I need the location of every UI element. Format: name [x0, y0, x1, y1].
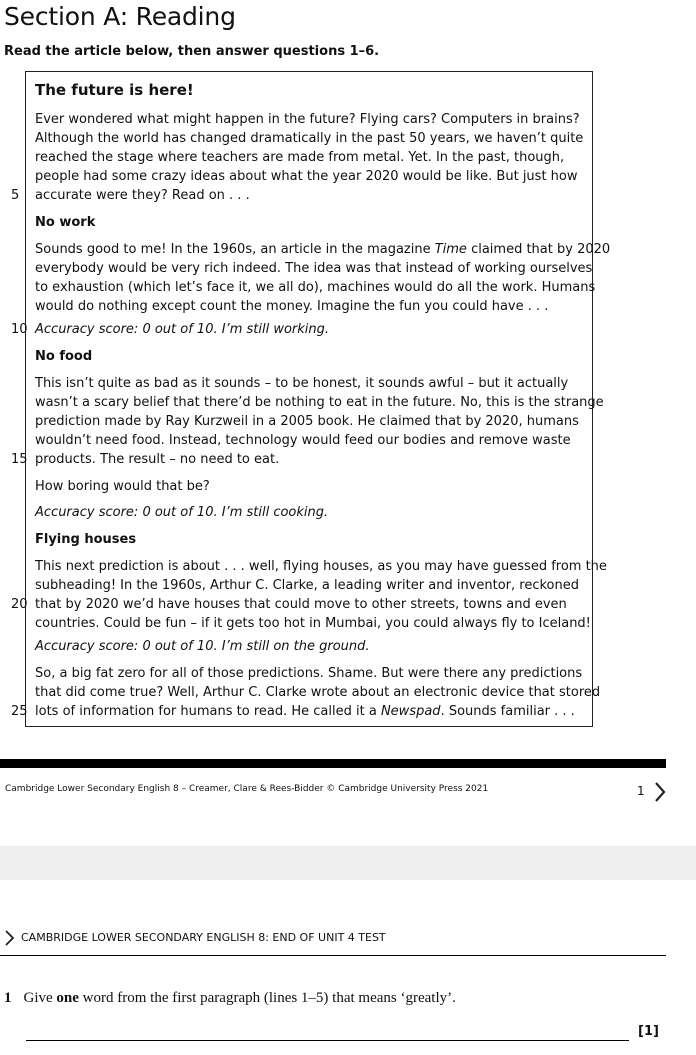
section-title: Section A: Reading	[4, 2, 236, 31]
marks: [1]	[638, 1024, 659, 1039]
article-line: reached the stage where teachers are made from metal. Yet. In the past, though,	[35, 150, 565, 165]
article-line: prediction made by Ray Kurzweil in a 2005 book. He claimed that by 2020, humans	[35, 414, 579, 429]
article-line: wouldn’t need food. Instead, technology would feed our bodies and remove waste	[35, 433, 571, 448]
page-number: 1	[637, 784, 645, 798]
device-name: Newspad	[380, 704, 441, 719]
question-1: 1 Give one word from the first paragraph (lines 1–5) that means ‘greatly’.	[4, 990, 456, 1006]
line-number: 10	[11, 322, 28, 337]
subheading-no-work: No work	[35, 215, 96, 230]
accuracy-score: Accuracy score: 0 out of 10. I’m still working.	[35, 322, 330, 337]
article-line: accurate were they? Read on . . .	[35, 188, 250, 203]
article-line: people had some crazy ideas about what the year 2020 would be like. But just how	[35, 169, 578, 184]
page-separator	[0, 846, 696, 880]
footer-rule	[0, 759, 666, 768]
article-line: So, a big fat zero for all of those predictions. Shame. But were there any predictions	[35, 666, 583, 681]
line-number: 15	[11, 452, 28, 467]
chevron-right-icon	[653, 781, 667, 803]
article-line: This next prediction is about . . . well, flying houses, as you may have guessed from the	[35, 559, 607, 574]
article-line: lots of information for humans to read. He called it a Newspad. Sounds familiar . . .	[35, 704, 575, 719]
article-line: to exhaustion (which let’s face it, we all do), machines would do all the work. Humans	[35, 280, 596, 295]
subheading-no-food: No food	[35, 349, 93, 364]
article-aside: How boring would that be?	[35, 479, 210, 494]
article-line: everybody would be very rich indeed. The idea was that instead of working ourselves	[35, 261, 593, 276]
article-line: wasn’t a scary belief that there’d be nothing to eat in the future. No, this is the strange	[35, 395, 604, 410]
article-line: products. The result – no need to eat.	[35, 452, 280, 467]
question-number: 1	[4, 990, 12, 1006]
article-line: Sounds good to me! In the 1960s, an article in the magazine Time claimed that by 2020	[35, 242, 611, 257]
instruction: Read the article below, then answer questions 1–6.	[4, 44, 380, 59]
footer-credit: Cambridge Lower Secondary English 8 – Creamer, Clare & Rees-Bidder © Cambridge University Press 2021	[5, 784, 489, 794]
article-line: that did come true? Well, Arthur C. Clarke wrote about an electronic device that stored	[35, 685, 601, 700]
line-number: 5	[11, 188, 20, 203]
article-line: subheading! In the 1960s, Arthur C. Clarke, a leading writer and inventor, reckoned	[35, 578, 579, 593]
article-title: The future is here!	[35, 81, 194, 99]
running-header: CAMBRIDGE LOWER SECONDARY ENGLISH 8: END OF UNIT 4 TEST	[21, 931, 386, 944]
article-line: This isn’t quite as bad as it sounds – to be honest, it sounds awful – but it actually	[35, 376, 569, 391]
article-line: Ever wondered what might happen in the future? Flying cars? Computers in brains?	[35, 112, 580, 127]
article-line: would do nothing except count the money. Imagine the fun you could have . . .	[35, 299, 549, 314]
line-number: 25	[11, 704, 28, 719]
chevron-right-icon	[4, 930, 16, 946]
answer-line[interactable]	[26, 1040, 629, 1041]
article-line: countries. Could be fun – if it gets too hot in Mumbai, you could always fly to Iceland!	[35, 616, 591, 631]
article-line: Although the world has changed dramatically in the past 50 years, we haven’t quite	[35, 131, 584, 146]
line-number: 20	[11, 597, 28, 612]
article-line: that by 2020 we’d have houses that could move to other streets, towns and even	[35, 597, 567, 612]
accuracy-score: Accuracy score: 0 out of 10. I’m still cooking.	[35, 505, 329, 520]
accuracy-score: Accuracy score: 0 out of 10. I’m still on the ground.	[35, 639, 370, 654]
subheading-flying-houses: Flying houses	[35, 532, 137, 547]
header-rule	[0, 955, 666, 956]
magazine-name: Time	[434, 242, 467, 257]
